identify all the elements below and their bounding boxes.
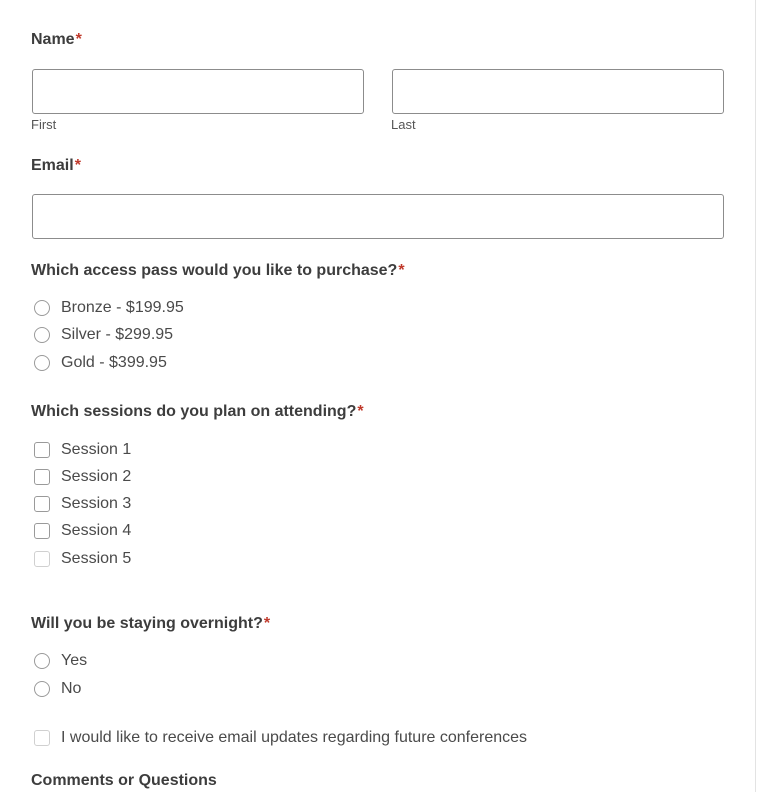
required-mark: * bbox=[75, 31, 82, 48]
access-pass-option-gold[interactable] bbox=[34, 353, 167, 373]
radio-button[interactable] bbox=[34, 681, 50, 697]
option-label: Bronze - $199.95 bbox=[61, 299, 184, 316]
option-label: I would like to receive email updates regarding future conferences bbox=[61, 729, 528, 746]
sessions-label bbox=[31, 403, 364, 421]
required-mark: * bbox=[357, 403, 364, 420]
access-pass-label-text: Which access pass would you like to purchase? bbox=[31, 262, 398, 279]
option-label: No bbox=[61, 680, 82, 697]
last-name-input[interactable] bbox=[392, 69, 724, 114]
session-option-5[interactable] bbox=[34, 549, 131, 569]
comments-label: Comments or Questions bbox=[31, 772, 217, 789]
option-label: Silver - $299.95 bbox=[61, 326, 174, 343]
radio-button[interactable] bbox=[34, 300, 50, 316]
checkbox[interactable] bbox=[34, 730, 50, 746]
option-label: Gold - $399.95 bbox=[61, 354, 167, 371]
required-mark: * bbox=[74, 157, 81, 174]
option-label: Session 4 bbox=[61, 522, 132, 539]
option-label: Session 3 bbox=[61, 495, 132, 512]
option-label: Session 5 bbox=[61, 550, 132, 567]
checkbox[interactable] bbox=[34, 496, 50, 512]
option-label: Yes bbox=[61, 652, 88, 669]
checkbox[interactable] bbox=[34, 551, 50, 567]
required-mark: * bbox=[263, 615, 271, 632]
first-sublabel: First bbox=[31, 117, 57, 132]
option-label: Session 2 bbox=[61, 468, 132, 485]
access-pass-option-silver[interactable] bbox=[34, 325, 173, 345]
radio-button[interactable] bbox=[34, 327, 50, 343]
checkbox[interactable] bbox=[34, 523, 50, 539]
overnight-option-yes[interactable] bbox=[34, 651, 87, 671]
name-label-text: Name bbox=[31, 31, 75, 48]
radio-button[interactable] bbox=[34, 355, 50, 371]
session-option-2[interactable] bbox=[34, 467, 131, 487]
required-mark: * bbox=[398, 262, 405, 279]
email-input[interactable] bbox=[32, 194, 724, 239]
option-label: Session 1 bbox=[61, 441, 132, 458]
access-pass-label bbox=[31, 262, 405, 280]
checkbox[interactable] bbox=[34, 469, 50, 485]
name-label bbox=[31, 31, 82, 49]
email-updates-option[interactable] bbox=[34, 728, 527, 748]
session-option-4[interactable] bbox=[34, 521, 131, 541]
email-label-text: Email bbox=[31, 157, 74, 174]
sessions-label-text: Which sessions do you plan on attending? bbox=[31, 403, 357, 420]
access-pass-option-bronze[interactable] bbox=[34, 298, 184, 318]
session-option-3[interactable] bbox=[34, 494, 131, 514]
overnight-label-text: Will you be staying overnight? bbox=[31, 615, 263, 632]
overnight-label bbox=[31, 615, 270, 633]
email-label bbox=[31, 157, 81, 175]
checkbox[interactable] bbox=[34, 442, 50, 458]
session-option-1[interactable] bbox=[34, 440, 131, 460]
radio-button[interactable] bbox=[34, 653, 50, 669]
first-name-input[interactable] bbox=[32, 69, 364, 114]
overnight-option-no[interactable] bbox=[34, 679, 81, 699]
last-sublabel: Last bbox=[391, 117, 416, 132]
